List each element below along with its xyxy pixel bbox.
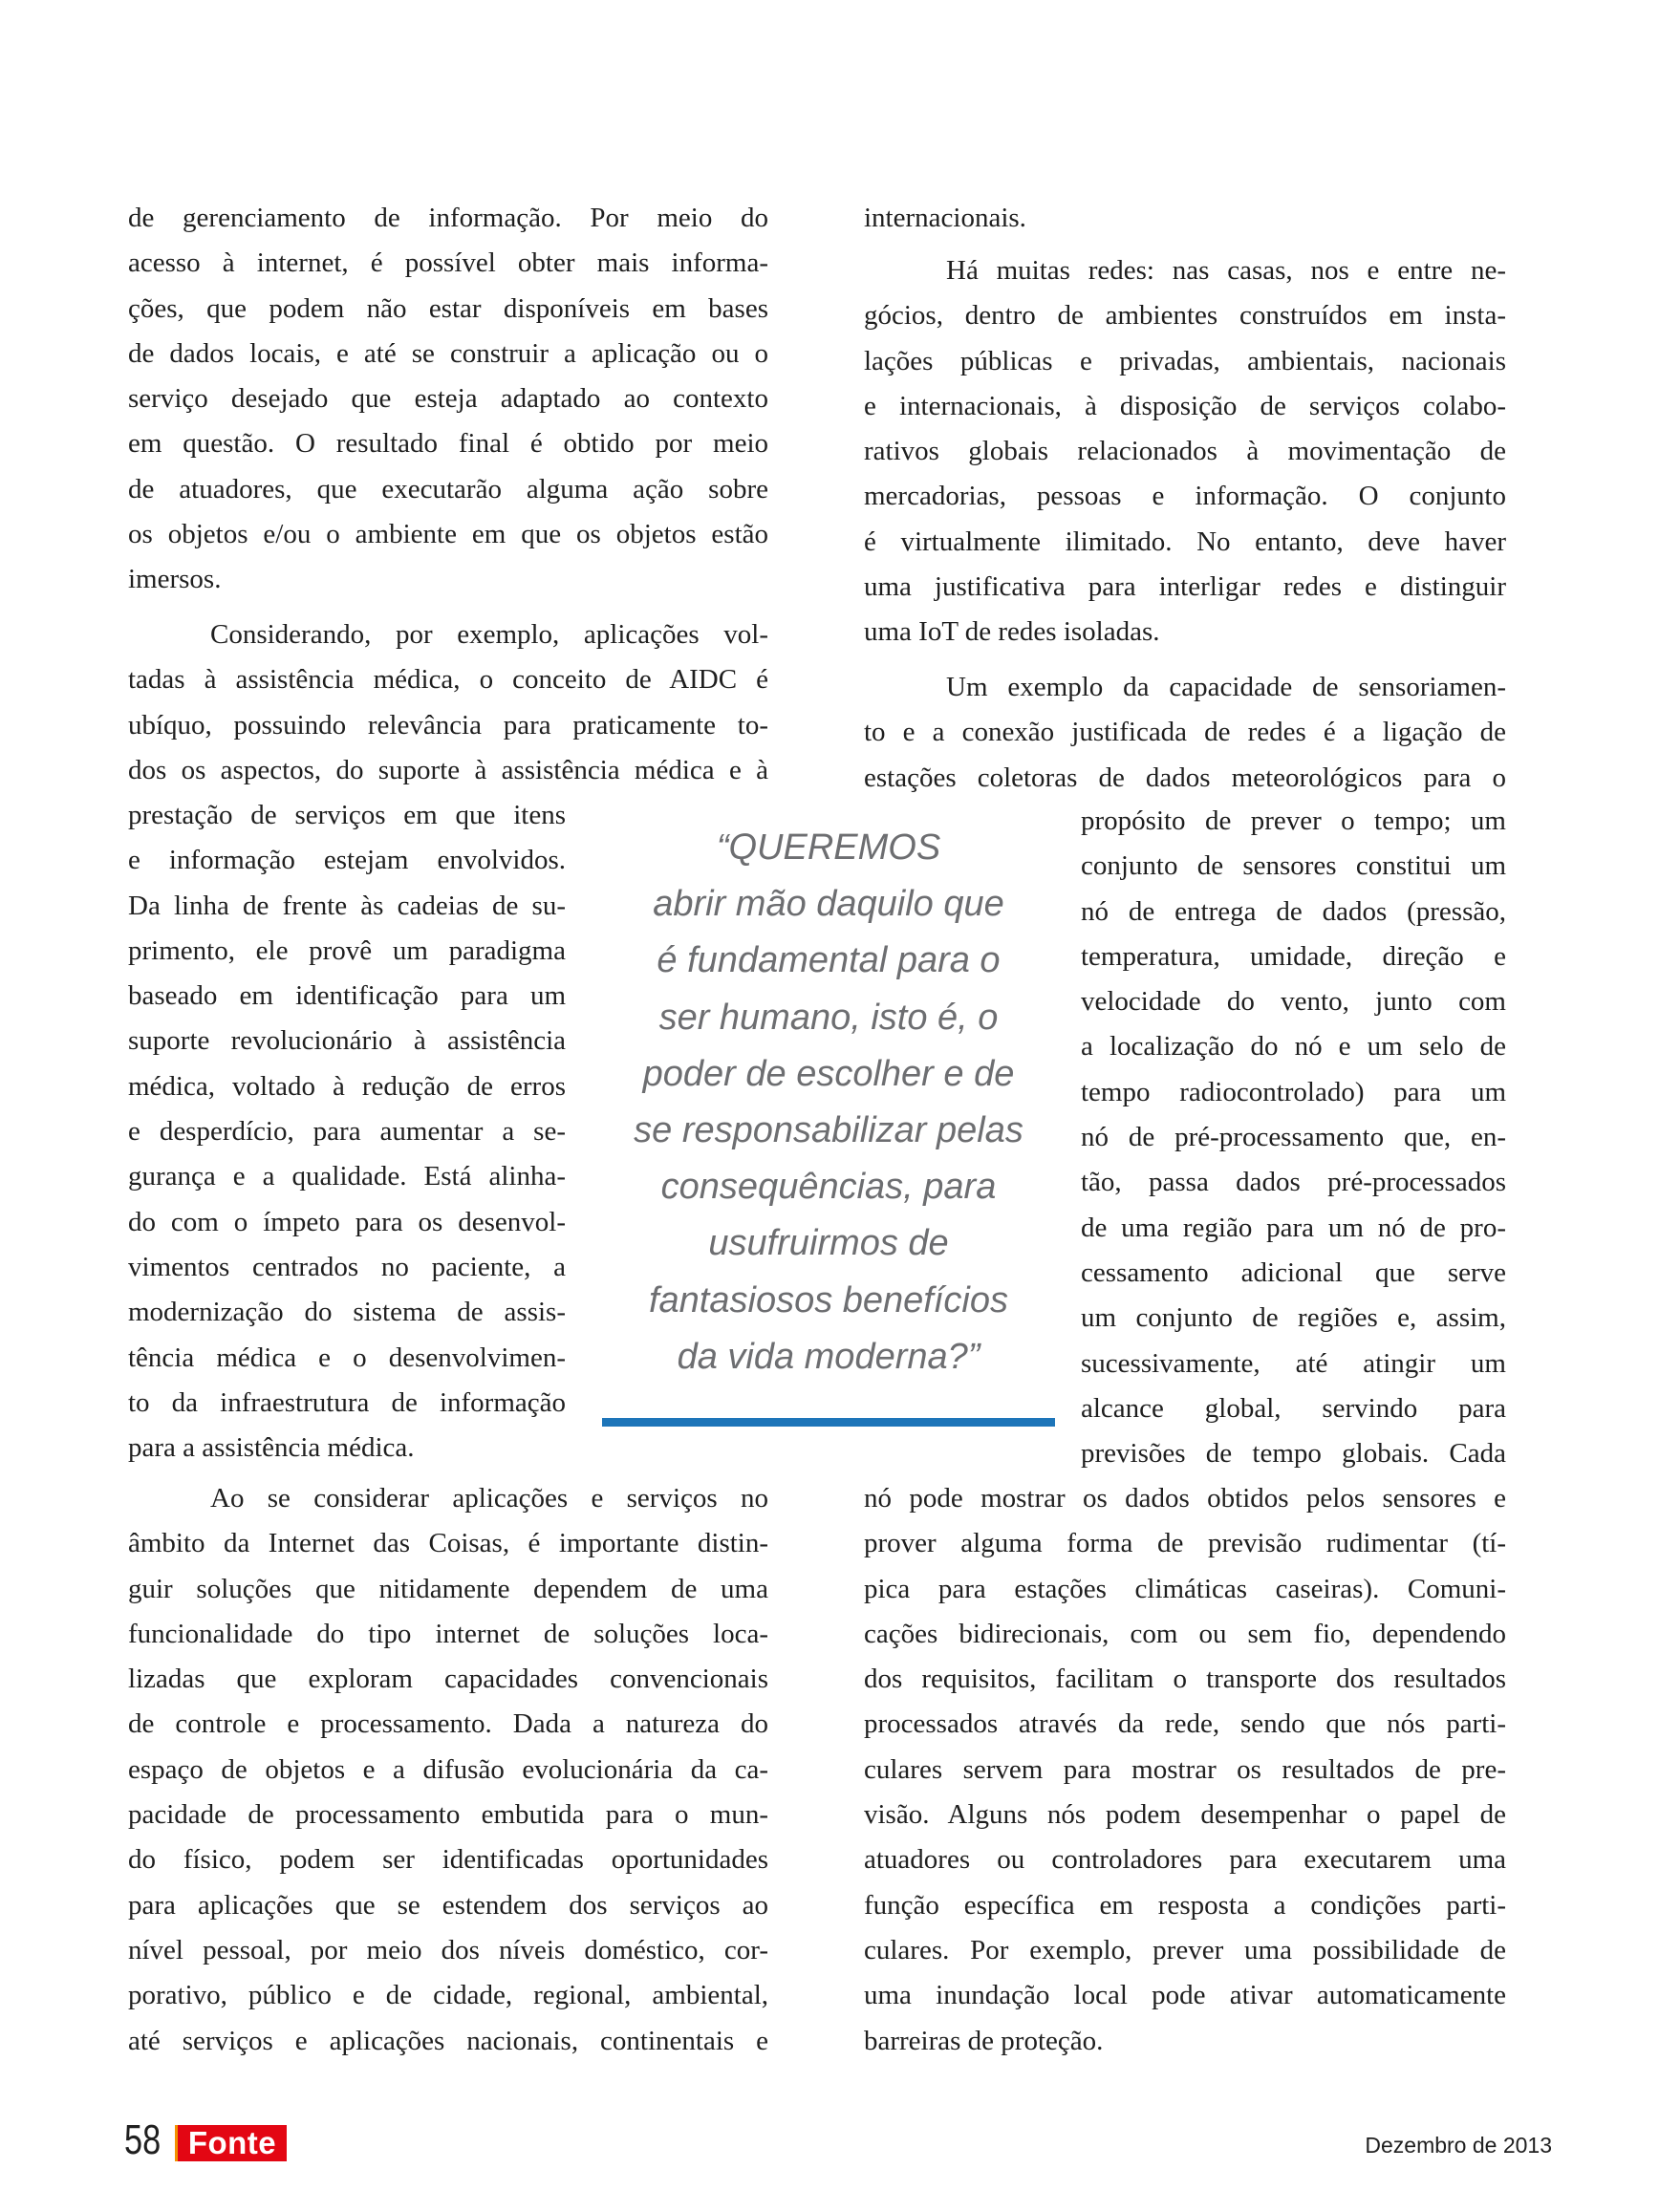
left-paragraph-2-full-line: Considerando, por exemplo, aplicações vol- bbox=[210, 619, 768, 650]
left-paragraph-1 bbox=[128, 196, 768, 603]
right-paragraph-3-narrow-line: cessamento adicional que serve bbox=[1081, 1256, 1506, 1288]
right-paragraph-3-narrow-line: alcance global, servindo para bbox=[1081, 1392, 1506, 1424]
right-paragraph-3-narrow-line: previsões de tempo globais. Cada bbox=[1081, 1438, 1506, 1470]
left-paragraph-2-narrow-line: to da infraestrutura de informação bbox=[128, 1386, 566, 1418]
left-paragraph-3-line: nível pessoal, por meio dos níveis doméstico, cor- bbox=[128, 1934, 768, 1965]
left-paragraph-1-line: de gerenciamento de informação. Por meio do bbox=[128, 203, 768, 233]
left-paragraph-2-narrow-line: Da linha de frente às cadeias de su- bbox=[128, 890, 566, 921]
left-paragraph-3-line: de controle e processamento. Dada a natureza do bbox=[128, 1708, 768, 1740]
pull-quote bbox=[604, 820, 1053, 1385]
right-paragraph-3-narrow-line: conjunto de sensores constitui um bbox=[1081, 850, 1506, 882]
left-paragraph-1-line: os objetos e/ou o ambiente em que os objetos estão bbox=[128, 519, 768, 550]
right-paragraph-3-narrow-line: propósito de prever o tempo; um bbox=[1081, 805, 1506, 836]
right-paragraph-3-narrow-line: nó de pré-processamento que, en- bbox=[1081, 1122, 1506, 1153]
left-paragraph-3-line: porativo, público e de cidade, regional, ambiental, bbox=[128, 1980, 768, 2011]
left-paragraph-2-full-line: dos os aspectos, do suporte à assistência médica e à bbox=[128, 754, 768, 785]
left-paragraph-3-line: âmbito da Internet das Coisas, é importante distin- bbox=[128, 1528, 768, 1559]
left-paragraph-2-full-line: tadas à assistência médica, o conceito de AIDC é bbox=[128, 664, 768, 696]
right-paragraph-3-full-end-line: barreiras de proteção. bbox=[864, 2025, 1104, 2056]
right-paragraph-2-line: rativos globais relacionados à movimentação de bbox=[864, 436, 1506, 467]
right-paragraph-3-narrow-line: tempo radiocontrolado) para um bbox=[1081, 1076, 1506, 1107]
right-paragraph-2 bbox=[864, 248, 1506, 655]
left-paragraph-2-narrow-line: para a assistência médica. bbox=[128, 1432, 415, 1464]
fonte-logo: Fonte bbox=[178, 2125, 287, 2161]
right-paragraph-3-narrow-line: tão, passa dados pré-processados bbox=[1081, 1167, 1506, 1198]
left-paragraph-2-narrow-line: vimentos centrados no paciente, a bbox=[128, 1251, 566, 1282]
right-paragraph-2-line: uma justificativa para interligar redes e distinguir bbox=[864, 571, 1506, 603]
right-paragraph-3-narrow bbox=[1081, 799, 1506, 1476]
left-paragraph-2-narrow-line: e desperdício, para aumentar a se- bbox=[128, 1116, 566, 1148]
right-paragraph-3-full-end-line: função específica em resposta a condições parti- bbox=[864, 1889, 1506, 1921]
left-paragraph-3-line: do físico, podem ser identificadas oportunidades bbox=[128, 1844, 768, 1876]
right-paragraph-3-full-end-line: visão. Alguns nós podem desempenhar o papel de bbox=[864, 1799, 1506, 1831]
right-paragraph-2-line: lações públicas e privadas, ambientais, nacionais bbox=[864, 345, 1506, 376]
right-paragraph-3-full-end-line: nó pode mostrar os dados obtidos pelos sensores e bbox=[864, 1483, 1506, 1514]
left-paragraph-1-line: de atuadores, que executarão alguma ação sobre bbox=[128, 473, 768, 505]
issue-date: Dezembro de 2013 bbox=[1365, 2133, 1552, 2158]
right-paragraph-3-full-end-line: culares. Por exemplo, prever uma possibilidade de bbox=[864, 1934, 1506, 1965]
right-paragraph-3-full-end bbox=[864, 1476, 1506, 2064]
left-paragraph-3-line: Ao se considerar aplicações e serviços no bbox=[210, 1483, 768, 1514]
right-paragraph-3-full bbox=[864, 665, 1506, 801]
left-paragraph-1-line: imersos. bbox=[128, 564, 222, 595]
pull-quote-line: fantasiosos benefícios bbox=[648, 1279, 1008, 1321]
page-number: 58 bbox=[124, 2116, 162, 2163]
left-paragraph-1-line: serviço desejado que esteja adaptado ao contexto bbox=[128, 383, 768, 415]
right-paragraph-2-line: Há muitas redes: nas casas, nos e entre ne- bbox=[946, 255, 1506, 286]
right-paragraph-3-full-end-line: culares servem para mostrar os resultados de pre- bbox=[864, 1753, 1506, 1785]
right-paragraph-3-full-end-line: atuadores ou controladores para executarem uma bbox=[864, 1844, 1506, 1876]
pull-quote-line: ser humano, isto é, o bbox=[658, 997, 999, 1038]
right-paragraph-3-full-line: Um exemplo da capacidade de sensoriamen- bbox=[946, 672, 1506, 702]
pull-quote-line: da vida moderna?” bbox=[677, 1336, 980, 1377]
left-paragraph-3-line: funcionalidade do tipo internet de soluções loca- bbox=[128, 1618, 768, 1649]
pull-quote-line: abrir mão daquilo que bbox=[653, 884, 1004, 925]
right-paragraph-3-full-end-line: cações bidirecionais, com ou sem fio, dependendo bbox=[864, 1618, 1506, 1649]
right-paragraph-1 bbox=[864, 196, 1506, 241]
left-paragraph-2-narrow-line: baseado em identificação para um bbox=[128, 980, 566, 1012]
left-paragraph-1-line: em questão. O resultado final é obtido por meio bbox=[128, 428, 768, 460]
left-paragraph-1-line: de dados locais, e até se construir a aplicação ou o bbox=[128, 337, 768, 369]
right-paragraph-3-narrow-line: sucessivamente, até atingir um bbox=[1081, 1347, 1506, 1379]
pull-quote-line: se responsabilizar pelas bbox=[634, 1110, 1023, 1151]
left-paragraph-1-line: acesso à internet, é possível obter mais informa- bbox=[128, 247, 768, 279]
left-paragraph-2-narrow-line: gurança e a qualidade. Está alinha- bbox=[128, 1161, 566, 1192]
right-paragraph-2-line: gócios, dentro de ambientes construídos em insta- bbox=[864, 300, 1506, 332]
pull-quote-line: é fundamental para o bbox=[657, 940, 1001, 981]
left-paragraph-2-narrow-line: tência médica e o desenvolvimen- bbox=[128, 1342, 566, 1373]
right-paragraph-3-full-end-line: pica para estações climáticas caseiras). Comuni- bbox=[864, 1573, 1506, 1604]
left-paragraph-2-narrow-line: e informação estejam envolvidos. bbox=[128, 845, 566, 876]
right-paragraph-3-narrow-line: nó de entrega de dados (pressão, bbox=[1081, 895, 1506, 927]
left-paragraph-2-narrow bbox=[128, 793, 566, 1471]
left-paragraph-2-narrow-line: primento, ele provê um paradigma bbox=[128, 934, 566, 966]
right-paragraph-3-narrow-line: um conjunto de regiões e, assim, bbox=[1081, 1302, 1506, 1334]
left-paragraph-2-narrow-line: do com o ímpeto para os desenvol- bbox=[128, 1206, 566, 1237]
left-paragraph-3-line: pacidade de processamento embutida para o mun- bbox=[128, 1799, 768, 1831]
right-paragraph-3-full-end-line: prover alguma forma de previsão rudimentar (tí- bbox=[864, 1528, 1506, 1559]
right-paragraph-3-full-end-line: processados através da rede, sendo que nós parti- bbox=[864, 1708, 1506, 1740]
right-paragraph-3-narrow-line: de uma região para um nó de pro- bbox=[1081, 1212, 1506, 1243]
right-paragraph-3-full-end-line: uma inundação local pode ativar automaticamente bbox=[864, 1980, 1506, 2011]
right-paragraph-2-line: e internacionais, à disposição de serviços colabo- bbox=[864, 390, 1506, 421]
left-paragraph-2-narrow-line: suporte revolucionário à assistência bbox=[128, 1025, 566, 1057]
left-paragraph-2-narrow-line: médica, voltado à redução de erros bbox=[128, 1070, 566, 1102]
left-paragraph-2-narrow-line: modernização do sistema de assis- bbox=[128, 1297, 566, 1328]
pull-quote-line: usufruirmos de bbox=[708, 1223, 949, 1264]
left-paragraph-3-line: lizadas que exploram capacidades convencionais bbox=[128, 1664, 768, 1695]
left-paragraph-2-full-line: ubíquo, possuindo relevância para praticamente to- bbox=[128, 709, 768, 741]
right-paragraph-3-narrow-line: a localização do nó e um selo de bbox=[1081, 1031, 1506, 1063]
pull-quote-line: “QUEREMOS bbox=[716, 827, 941, 868]
right-paragraph-1-line: internacionais. bbox=[864, 203, 1026, 233]
left-paragraph-3-line: espaço de objetos e a difusão evolucionária da ca- bbox=[128, 1753, 768, 1785]
right-paragraph-3-full-line: estações coletoras de dados meteorológicos para o bbox=[864, 762, 1506, 793]
left-paragraph-2-full bbox=[128, 612, 768, 793]
left-paragraph-3-line: guir soluções que nitidamente dependem de uma bbox=[128, 1573, 768, 1604]
right-paragraph-3-full-end-line: dos requisitos, facilitam o transporte dos resultados bbox=[864, 1664, 1506, 1695]
right-paragraph-3-full-line: to e a conexão justificada de redes é a ligação de bbox=[864, 717, 1506, 748]
left-paragraph-3-line: até serviços e aplicações nacionais, continentais e bbox=[128, 2025, 768, 2056]
pull-quote-line: poder de escolher e de bbox=[642, 1053, 1015, 1094]
right-paragraph-2-line: mercadorias, pessoas e informação. O conjunto bbox=[864, 481, 1506, 512]
right-paragraph-3-narrow-line: velocidade do vento, junto com bbox=[1081, 986, 1506, 1018]
pull-quote-rule bbox=[602, 1418, 1055, 1427]
pull-quote-line: consequências, para bbox=[660, 1167, 997, 1208]
right-paragraph-2-line: é virtualmente ilimitado. No entanto, deve haver bbox=[864, 526, 1506, 557]
left-paragraph-1-line: ções, que podem não estar disponíveis em bases bbox=[128, 292, 768, 324]
left-paragraph-2-narrow-line: prestação de serviços em que itens bbox=[128, 800, 566, 830]
right-paragraph-2-line: uma IoT de redes isoladas. bbox=[864, 616, 1160, 648]
right-paragraph-3-narrow-line: temperatura, umidade, direção e bbox=[1081, 940, 1506, 972]
left-paragraph-3-line: para aplicações que se estendem dos serviços ao bbox=[128, 1889, 768, 1921]
left-paragraph-3 bbox=[128, 1476, 768, 2064]
